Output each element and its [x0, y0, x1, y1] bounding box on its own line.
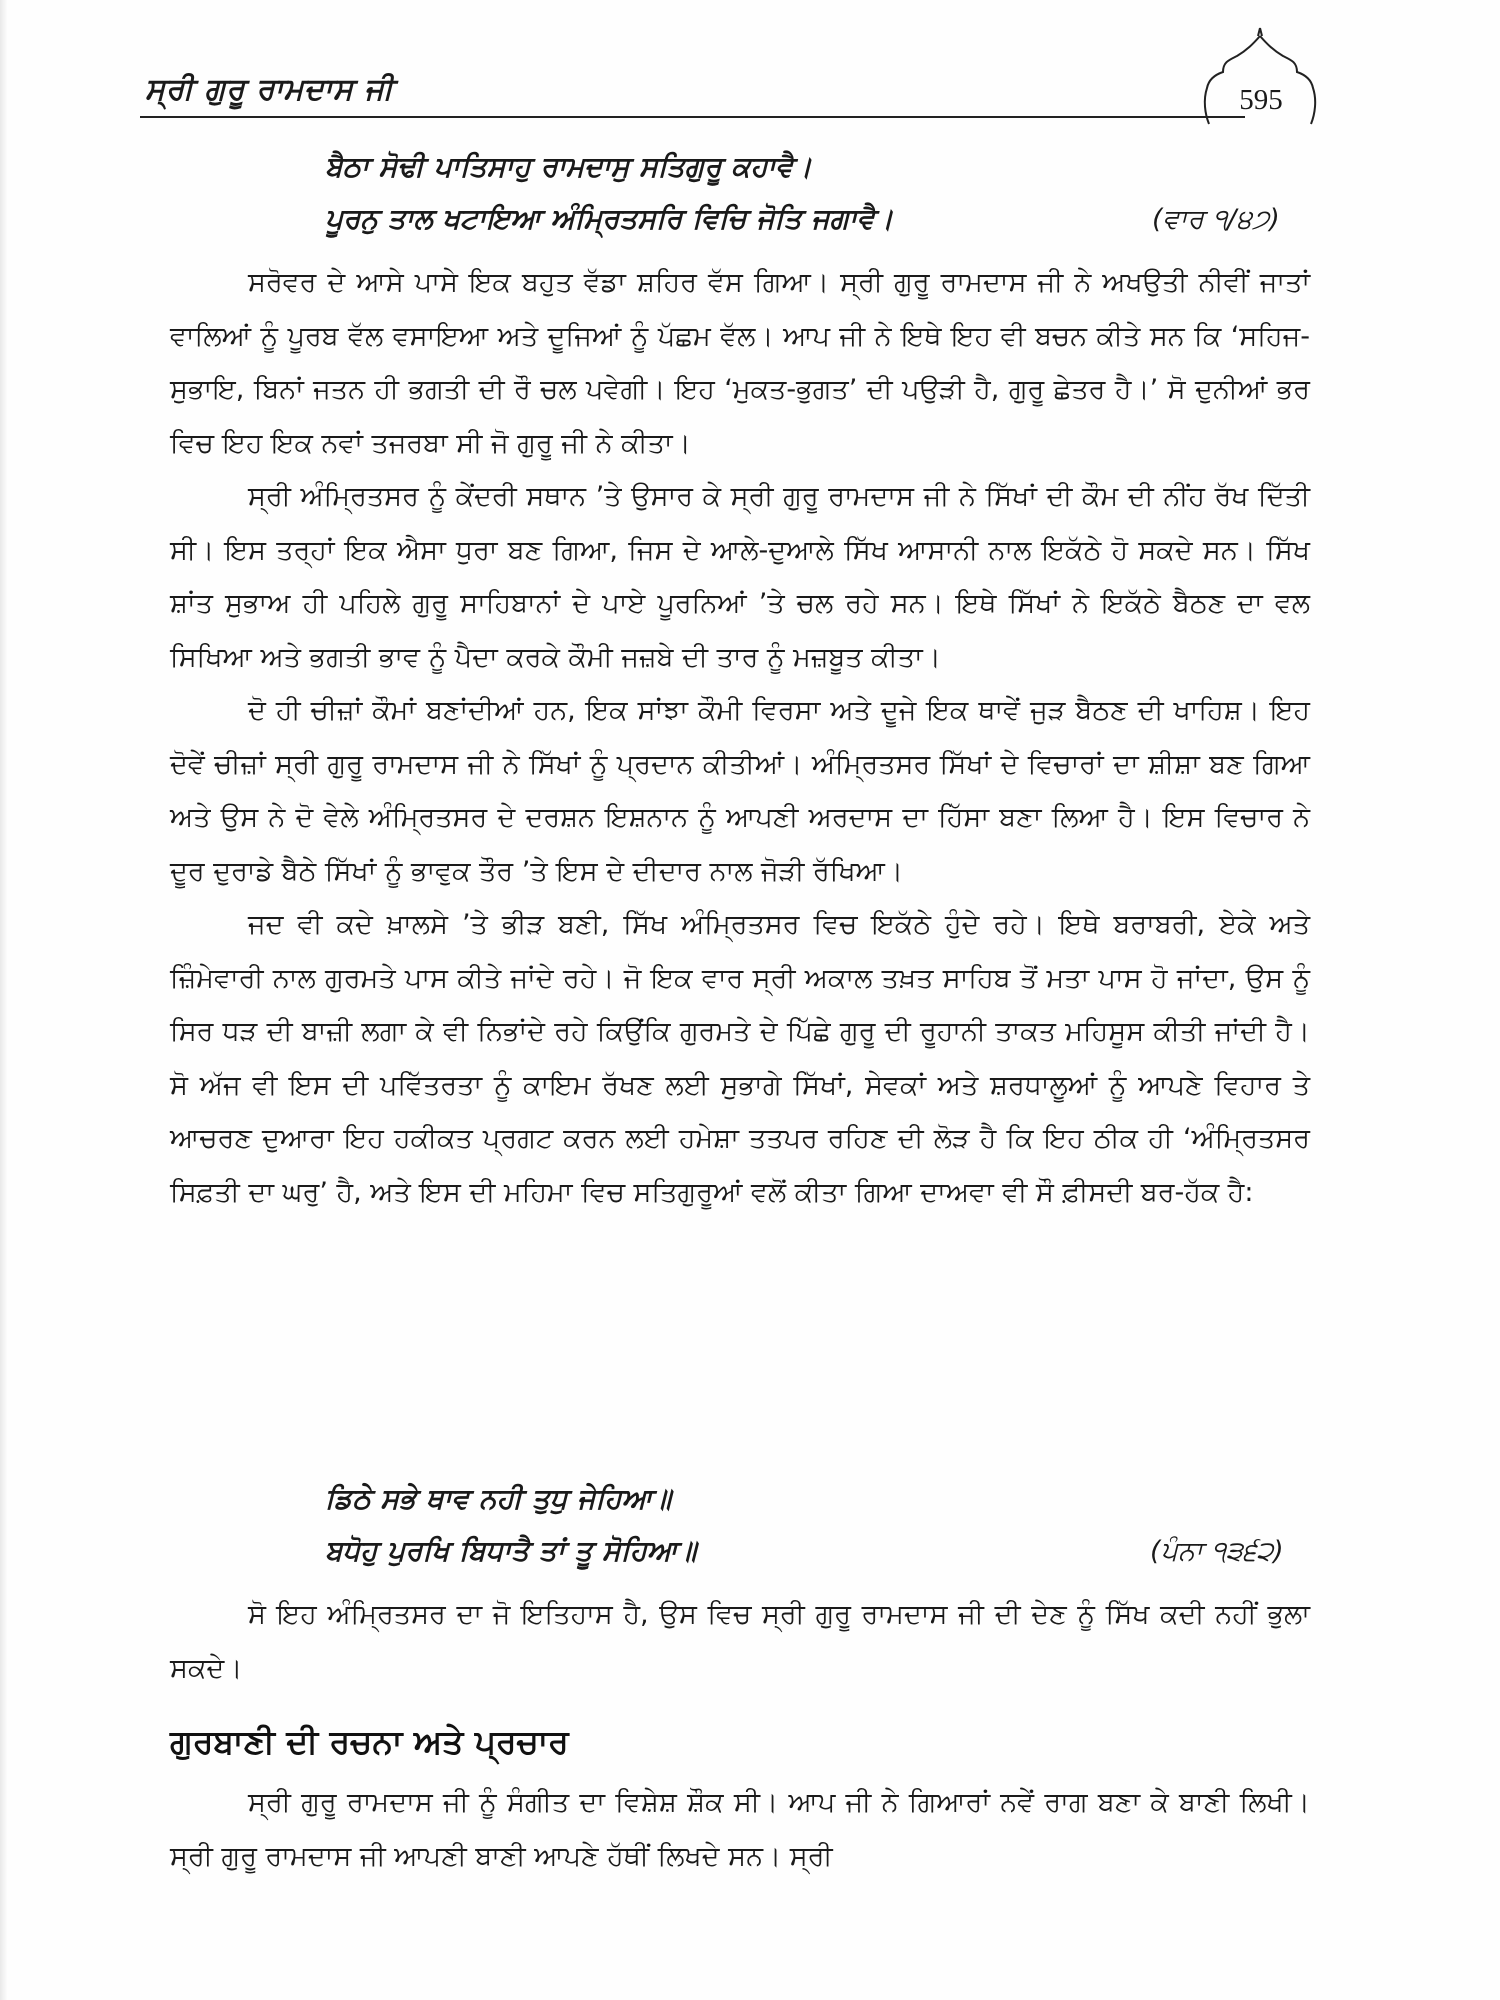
body-text — [170, 256, 1310, 1219]
quote-line: ਬੈਠਾ ਸੋਢੀ ਪਾਤਿਸਾਹੁ ਰਾਮਦਾਸੁ ਸਤਿਗੁਰੂ ਕਹਾਵੈ। — [325, 150, 812, 183]
quote-line: ਡਿਠੇ ਸਭੇ ਥਾਵ ਨਹੀ ਤੁਧੁ ਜੇਹਿਆ॥ — [325, 1482, 671, 1515]
running-title: ਸ੍ਰੀ ਗੁਰੂ ਰਾਮਦਾਸ ਜੀ — [145, 72, 394, 107]
quote-line: ਬਧੋਹੁ ਪੁਰਖਿ ਬਿਧਾਤੈ ਤਾਂ ਤੂ ਸੋਹਿਆ॥ — [325, 1534, 697, 1567]
body-text — [170, 1776, 1310, 1883]
paragraph: ਸਰੋਵਰ ਦੇ ਆਸੇ ਪਾਸੇ ਇਕ ਬਹੁਤ ਵੱਡਾ ਸ਼ਹਿਰ ਵੱਸ ਗਿਆ। ਸ੍ਰੀ ਗੁਰੂ ਰਾਮਦਾਸ ਜੀ ਨੇ ਅਖਉਤੀ ਨੀਵੀਂ ਜਾਤਾਂ ਵਾਲਿਆਂ ਨੂੰ ਪੂਰਬ ਵੱਲ ਵਸਾਇਆ ਅਤੇ ਦੂਜਿਆਂ ਨੂੰ ਪੱਛਮ ਵੱਲ। ਆਪ ਜੀ ਨੇ ਇਥੇ ਇਹ ਵੀ ਬਚਨ ਕੀਤੇ ਸਨ ਕਿ ‘ਸਹਿਜ-ਸੁਭਾਇ, ਬਿਨਾਂ ਜਤਨ ਹੀ ਭਗਤੀ ਦੀ ਰੌ ਚਲ ਪਵੇਗੀ। ਇਹ ‘ਮੁਕਤ-ਭੁਗਤ’ ਦੀ ਪਉੜੀ ਹੈ, ਗੁਰੂ ਛੇਤਰ ਹੈ।’ ਸੋ ਦੁਨੀਆਂ ਭਰ ਵਿਚ ਇਹ ਇਕ ਨਵਾਂ ਤਜਰਬਾ ਸੀ ਜੋ ਗੁਰੂ ਜੀ ਨੇ ਕੀਤਾ। — [170, 267, 1310, 459]
body-text — [170, 1588, 1310, 1695]
quote-reference: (ਵਾਰ ੧/੪੭) — [1152, 204, 1280, 235]
page-number: 595 — [1239, 84, 1283, 116]
paragraph: ਜਦ ਵੀ ਕਦੇ ਖ਼ਾਲਸੇ ’ਤੇ ਭੀੜ ਬਣੀ, ਸਿੱਖ ਅੰਮ੍ਰਿਤਸਰ ਵਿਚ ਇਕੱਠੇ ਹੁੰਦੇ ਰਹੇ। ਇਥੇ ਬਰਾਬਰੀ, ਏਕੇ ਅਤੇ ਜ਼ਿੰਮੇਵਾਰੀ ਨਾਲ ਗੁਰਮਤੇ ਪਾਸ ਕੀਤੇ ਜਾਂਦੇ ਰਹੇ। ਜੋ ਇਕ ਵਾਰ ਸ੍ਰੀ ਅਕਾਲ ਤਖ਼ਤ ਸਾਹਿਬ ਤੋਂ ਮਤਾ ਪਾਸ ਹੋ ਜਾਂਦਾ, ਉਸ ਨੂੰ ਸਿਰ ਧੜ ਦੀ ਬਾਜ਼ੀ ਲਗਾ ਕੇ ਵੀ ਨਿਭਾਂਦੇ ਰਹੇ ਕਿਉਂਕਿ ਗੁਰਮਤੇ ਦੇ ਪਿੱਛੇ ਗੁਰੂ ਦੀ ਰੂਹਾਨੀ ਤਾਕਤ ਮਹਿਸੂਸ ਕੀਤੀ ਜਾਂਦੀ ਹੈ। ਸੋ ਅੱਜ ਵੀ ਇਸ ਦੀ ਪਵਿੱਤਰਤਾ ਨੂੰ ਕਾਇਮ ਰੱਖਣ ਲਈ ਸੁਭਾਗੇ ਸਿੱਖਾਂ, ਸੇਵਕਾਂ ਅਤੇ ਸ਼ਰਧਾਲੂਆਂ ਨੂੰ ਆਪਣੇ ਵਿਹਾਰ ਤੇ ਆਚਰਣ ਦੁਆਰਾ ਇਹ ਹਕੀਕਤ ਪ੍ਰਗਟ ਕਰਨ ਲਈ ਹਮੇਸ਼ਾ ਤਤਪਰ ਰਹਿਣ ਦੀ ਲੋੜ ਹੈ ਕਿ ਇਹ ਠੀਕ ਹੀ ‘ਅੰਮ੍ਰਿਤਸਰ ਸਿਫ਼ਤੀ ਦਾ ਘਰੁ’ ਹੈ, ਅਤੇ ਇਸ ਦੀ ਮਹਿਮਾ ਵਿਚ ਸਤਿਗੁਰੂਆਂ ਵਲੋਂ ਕੀਤਾ ਗਿਆ ਦਾਅਵਾ ਵੀ ਸੌ ਫ਼ੀਸਦੀ ਬਰ-ਹੱਕ ਹੈ: — [170, 909, 1310, 1208]
paragraph: ਸ੍ਰੀ ਅੰਮ੍ਰਿਤਸਰ ਨੂੰ ਕੇਂਦਰੀ ਸਥਾਨ ’ਤੇ ਉਸਾਰ ਕੇ ਸ੍ਰੀ ਗੁਰੂ ਰਾਮਦਾਸ ਜੀ ਨੇ ਸਿੱਖਾਂ ਦੀ ਕੌਮ ਦੀ ਨੀਂਹ ਰੱਖ ਦਿੱਤੀ ਸੀ। ਇਸ ਤਰ੍ਹਾਂ ਇਕ ਐਸਾ ਧੁਰਾ ਬਣ ਗਿਆ, ਜਿਸ ਦੇ ਆਲੇ-ਦੁਆਲੇ ਸਿੱਖ ਆਸਾਨੀ ਨਾਲ ਇਕੱਠੇ ਹੋ ਸਕਦੇ ਸਨ। ਸਿੱਖ ਸ਼ਾਂਤ ਸੁਭਾਅ ਹੀ ਪਹਿਲੇ ਗੁਰੂ ਸਾਹਿਬਾਨਾਂ ਦੇ ਪਾਏ ਪੂਰਨਿਆਂ ’ਤੇ ਚਲ ਰਹੇ ਸਨ। ਇਥੇ ਸਿੱਖਾਂ ਨੇ ਇਕੱਠੇ ਬੈਠਣ ਦਾ ਵਲ ਸਿਖਿਆ ਅਤੇ ਭਗਤੀ ਭਾਵ ਨੂੰ ਪੈਦਾ ਕਰਕੇ ਕੌਮੀ ਜਜ਼ਬੇ ਦੀ ਤਾਰ ਨੂੰ ਮਜ਼ਬੂਤ ਕੀਤਾ। — [170, 481, 1310, 673]
page-gutter-shadow — [0, 0, 8, 2000]
header-rule — [140, 116, 1245, 118]
paragraph: ਸੋ ਇਹ ਅੰਮ੍ਰਿਤਸਰ ਦਾ ਜੋ ਇਤਿਹਾਸ ਹੈ, ਉਸ ਵਿਚ ਸ੍ਰੀ ਗੁਰੂ ਰਾਮਦਾਸ ਜੀ ਦੀ ਦੇਣ ਨੂੰ ਸਿੱਖ ਕਦੀ ਨਹੀਂ ਭੁਲਾ ਸਕਦੇ। — [170, 1599, 1310, 1684]
quote-line: ਪੂਰਨੁ ਤਾਲ ਖਟਾਇਆ ਅੰਮ੍ਰਿਤਸਰਿ ਵਿਚਿ ਜੋਤਿ ਜਗਾਵੈ। — [325, 202, 894, 235]
paragraph: ਦੋ ਹੀ ਚੀਜ਼ਾਂ ਕੌਮਾਂ ਬਣਾਂਦੀਆਂ ਹਨ, ਇਕ ਸਾਂਝਾ ਕੌਮੀ ਵਿਰਸਾ ਅਤੇ ਦੂਜੇ ਇਕ ਥਾਵੇਂ ਜੁੜ ਬੈਠਣ ਦੀ ਖਾਹਿਸ਼। ਇਹ ਦੋਵੇਂ ਚੀਜ਼ਾਂ ਸ੍ਰੀ ਗੁਰੂ ਰਾਮਦਾਸ ਜੀ ਨੇ ਸਿੱਖਾਂ ਨੂੰ ਪ੍ਰਦਾਨ ਕੀਤੀਆਂ। ਅੰਮ੍ਰਿਤਸਰ ਸਿੱਖਾਂ ਦੇ ਵਿਚਾਰਾਂ ਦਾ ਸ਼ੀਸ਼ਾ ਬਣ ਗਿਆ ਅਤੇ ਉਸ ਨੇ ਦੋ ਵੇਲੇ ਅੰਮ੍ਰਿਤਸਰ ਦੇ ਦਰਸ਼ਨ ਇਸ਼ਨਾਨ ਨੂੰ ਆਪਣੀ ਅਰਦਾਸ ਦਾ ਹਿੱਸਾ ਬਣਾ ਲਿਆ ਹੈ। ਇਸ ਵਿਚਾਰ ਨੇ ਦੂਰ ਦੁਰਾਡੇ ਬੈਠੇ ਸਿੱਖਾਂ ਨੂੰ ਭਾਵੁਕ ਤੌਰ ’ਤੇ ਇਸ ਦੇ ਦੀਦਾਰ ਨਾਲ ਜੋੜੀ ਰੱਖਿਆ। — [170, 695, 1310, 887]
section-heading: ਗੁਰਬਾਣੀ ਦੀ ਰਚਨਾ ਅਤੇ ਪ੍ਰਚਾਰ — [170, 1722, 569, 1761]
paragraph: ਸ੍ਰੀ ਗੁਰੂ ਰਾਮਦਾਸ ਜੀ ਨੂੰ ਸੰਗੀਤ ਦਾ ਵਿਸ਼ੇਸ਼ ਸ਼ੌਕ ਸੀ। ਆਪ ਜੀ ਨੇ ਗਿਆਰਾਂ ਨਵੇਂ ਰਾਗ ਬਣਾ ਕੇ ਬਾਣੀ ਲਿਖੀ। ਸ੍ਰੀ ਗੁਰੂ ਰਾਮਦਾਸ ਜੀ ਆਪਣੀ ਬਾਣੀ ਆਪਣੇ ਹੱਥੀਂ ਲਿਖਦੇ ਸਨ। ਸ੍ਰੀ — [170, 1787, 1310, 1872]
quote-reference: (ਪੰਨਾ ੧੩੬੨) — [1150, 1536, 1284, 1567]
